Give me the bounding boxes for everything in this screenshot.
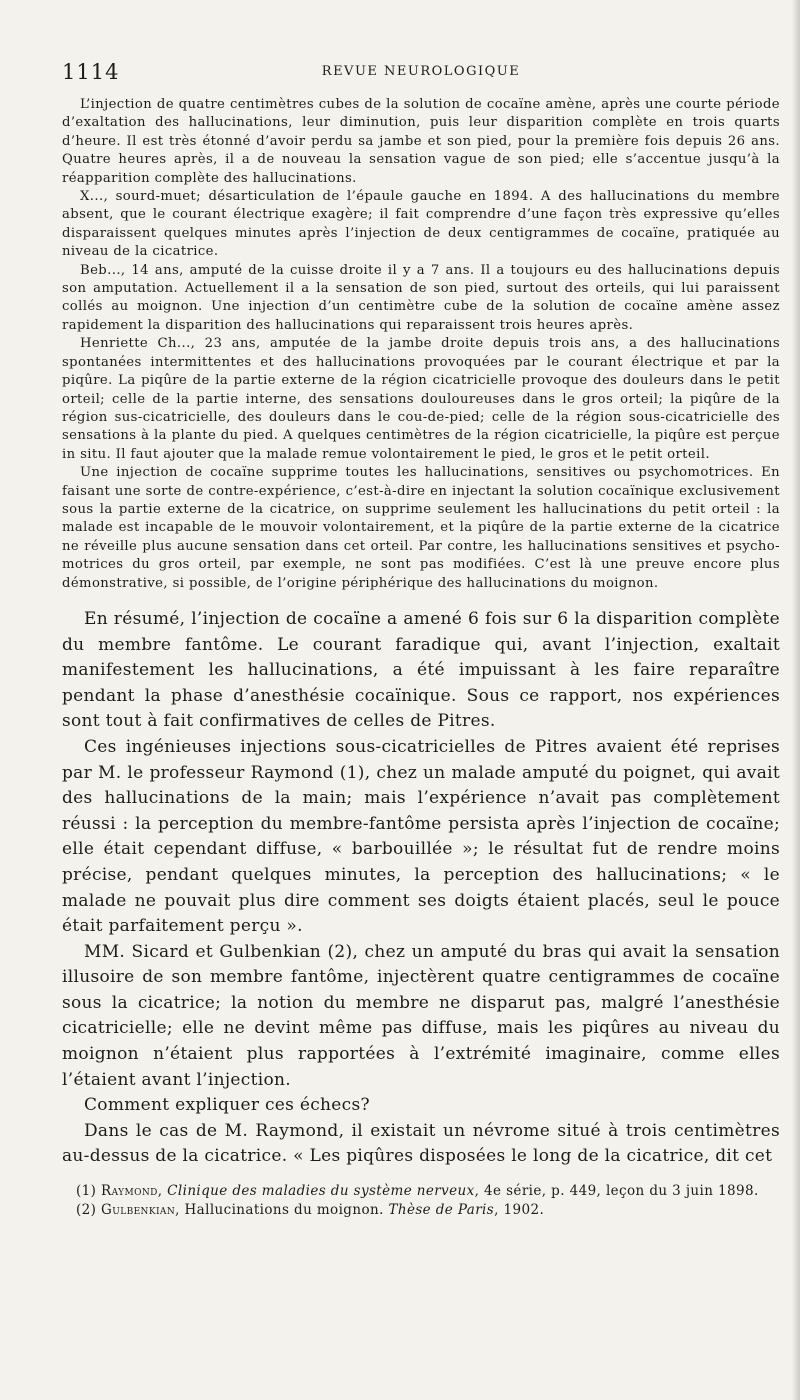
body-paragraph: Comment expliquer ces échecs? (84, 1095, 370, 1116)
footnote-details: , 4e série, p. 449, leçon du 3 juin 1898. (474, 1183, 759, 1200)
footnote-title: Thèse de Paris (388, 1202, 495, 1219)
footnote-marker: (2) (76, 1202, 97, 1219)
body-text (62, 607, 780, 1170)
footnote-separator: , (157, 1183, 168, 1200)
case-paragraph: Une injection de cocaïne supprime toutes les hallucinations, sensitives ou psychomotrices. En faisant une sorte de contre-expérience, c’est-à-dire en injectant la solution cocaïnique exclusivement sous la partie externe de la cicatrice, on supprime seulement les hallucinations du petit orteil : la malade est incapable de le mouvoir volontairement, et la piqûre de la partie externe de la cicatrice ne réveille plus aucune sensation dans cet orteil. Par contre, les hallucinations sensitives et psycho-motrices du gros orteil, par exemple, ne sont pas modifiées. C’est là une preuve encore plus démonstrative, si possible, de l’origine périphérique des hallucinations du moignon. (62, 465, 780, 591)
footnote-marker: (1) (76, 1183, 97, 1200)
footnote-title: Clinique des maladies du système nerveux (167, 1183, 475, 1200)
footnote-details: , 1902. (494, 1202, 545, 1219)
body-paragraph: Dans le cas de M. Raymond, il existait un névrome situé à trois centimètres au-dessus de la cicatrice. « Les piqûres disposées le long de la cicatrice, dit cet (62, 1120, 780, 1167)
running-title: REVUE NEUROLOGIQUE (321, 64, 521, 79)
page-header (62, 60, 780, 86)
case-paragraph: Henriette Ch..., 23 ans, amputée de la jambe droite depuis trois ans, a des hallucinations spontanées intermittentes et des hallucinations provoquées par le courant électrique et par la piqûre. La piqûre de la partie externe de la région cicatricielle provoque des douleurs dans le petit orteil; celle de la partie interne, des sensations douloureuses dans le gros orteil; la piqûre de la région sus-cicatricielle, des douleurs dans le cou-de-pied; celle de la région sous-cicatricielle des sensations à la plante du pied. A quelques centimètres de la région cicatricielle, la piqûre est perçue in situ. Il faut ajouter que la malade remue volontairement le pied, le gros et le petit orteil. (62, 336, 780, 462)
case-paragraph: X..., sourd-muet; désarticulation de l’épaule gauche en 1894. A des hallucinations du membre absent, que le courant électrique exagère; il fait comprendre d’une façon très expressive qu’elles disparaissent quelques minutes après l’injection de deux centigrammes de cocaïne, pratiquée au niveau de la cicatrice. (62, 189, 780, 260)
footnote (62, 1182, 780, 1201)
case-paragraph: L’injection de quatre centimètres cubes de la solution de cocaïne amène, après une courte période d’exaltation des hallucinations, leur diminution, puis leur disparition complète en trois quarts d’heure. Il est très étonné d’avoir perdu sa jambe et son pied, pour la première fois depuis 26 ans. Quatre heures après, il a de nouveau la sensation vague de son pied; elle s’accentue jusqu’à la réapparition complète des hallucinations. (62, 97, 780, 186)
body-paragraph: Ces ingénieuses injections sous-cicatricielles de Pitres avaient été reprises par M. le professeur Raymond (1), chez un malade amputé du poignet, qui avait des hallucinations de la main; mais l’expérience n’avait pas complètement réussi : la perception du membre-fantôme persista après l’injection de cocaïne; elle était cependant diffuse, « barbouillée »; le résultat fut de rendre moins précise, pendant quelques minutes, la perception des hallucinations; « le malade ne pouvait plus dire comment ses doigts étaient placés, seul le pouce était parfaitement perçu ». (62, 736, 780, 937)
footnote-separator: , Hallucinations du moignon. (175, 1202, 389, 1219)
case-reports (62, 96, 780, 593)
footnote-author: Gulbenkian (101, 1202, 176, 1219)
body-paragraph: MM. Sicard et Gulbenkian (2), chez un amputé du bras qui avait la sensation illusoire de son membre fantôme, injectèrent quatre centigrammes de cocaïne sous la cicatrice; la notion du membre ne disparut pas, malgré l’anesthésie cicatricielle; elle ne devint même pas diffuse, mais les piqûres au niveau du moignon n’étaient plus rapportées à l’extrémité imaginaire, comme elles l’étaient avant l’injection. (62, 941, 780, 1090)
footnote (62, 1201, 780, 1220)
page-number: 1114 (62, 60, 120, 84)
page (62, 60, 780, 1220)
case-paragraph: Beb..., 14 ans, amputé de la cuisse droite il y a 7 ans. Il a toujours eu des hallucinations depuis son amputation. Actuellement il a la sensation de son pied, surtout des orteils, qui lui paraissent collés au moignon. Une injection d’un centimètre cube de la solution de cocaïne amène assez rapidement la disparition des hallucinations qui reparaissent trois heures après. (62, 262, 780, 333)
page-edge-shadow (792, 0, 800, 1400)
body-paragraph: En résumé, l’injection de cocaïne a amené 6 fois sur 6 la disparition complète du membre fantôme. Le courant faradique qui, avant l’injection, exaltait manifestement les hallucinations, a été impuissant à les faire reparaître pendant la phase d’anesthésie cocaïnique. Sous ce rapport, nos expériences sont tout à fait confirmatives de celles de Pitres. (62, 608, 780, 732)
footnote-author: Raymond (101, 1183, 158, 1200)
footnotes (62, 1182, 780, 1220)
